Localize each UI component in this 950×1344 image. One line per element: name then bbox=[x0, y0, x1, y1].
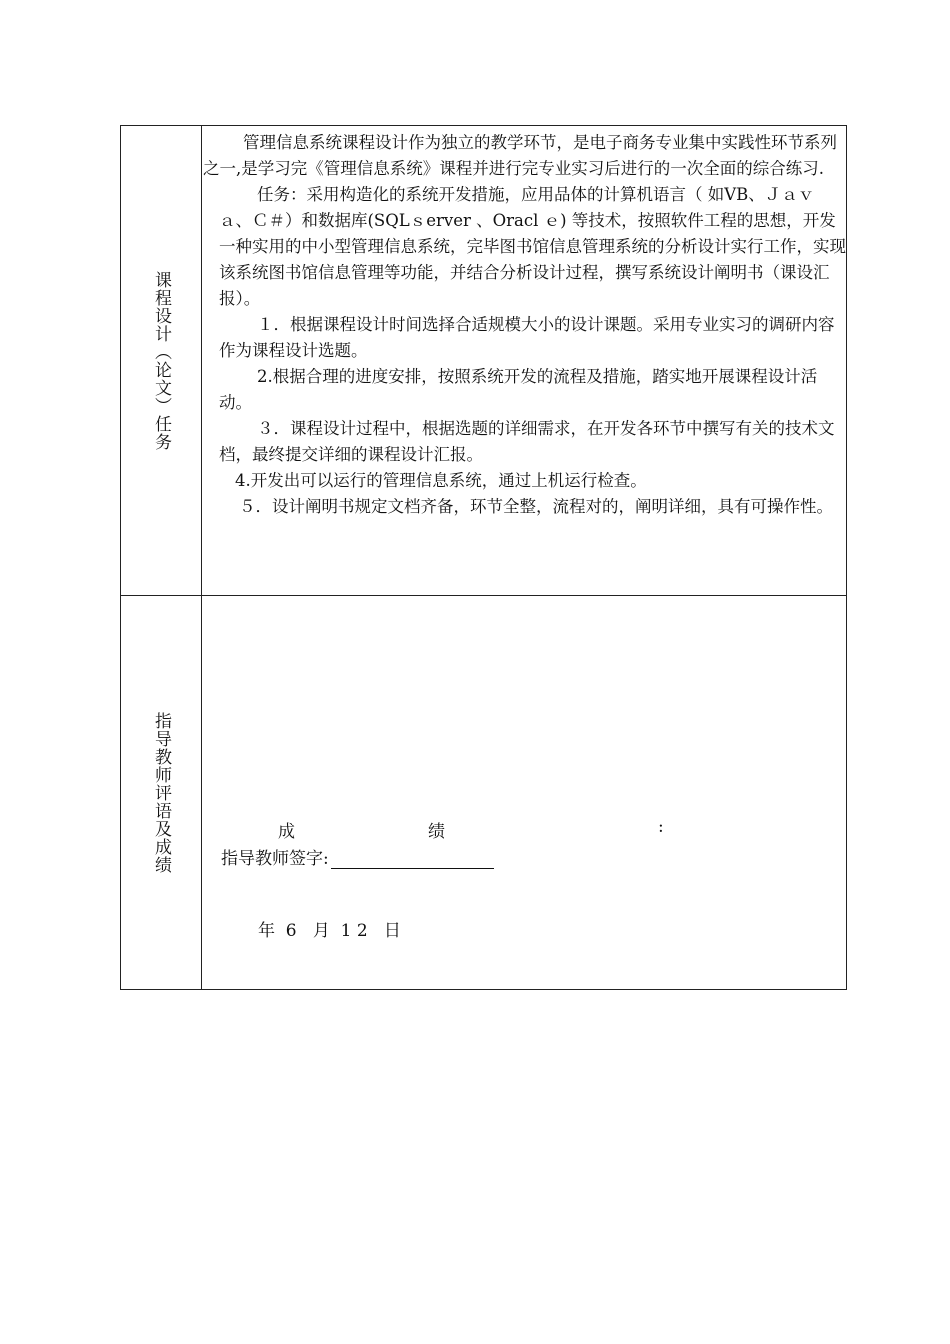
score-colon: : bbox=[658, 817, 664, 837]
task-intro: 管理信息系统课程设计作为独立的教学环节，是电子商务专业集中实践性环节系列之一,是学习完《管理信息系统》课程并进行完专业实习后进行的一次全面的综合练习. bbox=[203, 133, 837, 178]
course-design-form bbox=[120, 125, 847, 990]
score-line bbox=[203, 817, 846, 841]
task-mission: 任务：采用构造化的系统开发措施，应用品体的计算机语言（ 如VB、Ｊａｖａ、Ｃ＃）和数据库(SQLｓerver 、Oracl ｅ) 等技术，按照软件工程的思想，开发一种实用的中小型管理信息系统，完毕图书馆信息管理系统的分析设计实行工作，实现该系统图书馆信息管理等功能，并结合分析设计过程，撰写系统设计阐明书（课设汇报）。 bbox=[219, 185, 846, 308]
task-item-3: ３．课程设计过程中，根据选题的详细需求，在开发各环节中撰写有关的技术文档，最终提交详细的课程设计汇报。 bbox=[219, 419, 835, 464]
column-divider bbox=[201, 126, 202, 989]
task-label: 课程设计（论文）任务 bbox=[151, 270, 171, 451]
score-label-char-1: 成 bbox=[278, 822, 295, 842]
task-content bbox=[203, 130, 846, 520]
signature-blank[interactable] bbox=[331, 850, 494, 869]
evaluation-label: 指导教师评语及成绩 bbox=[151, 712, 171, 874]
task-item-5: ５．设计阐明书规定文档齐备，环节全整，流程对的，阐明详细，具有可操作性。 bbox=[239, 497, 833, 516]
signature-label: 指导教师签字: bbox=[221, 849, 329, 869]
evaluation-label-cell bbox=[121, 596, 201, 990]
evaluation-content bbox=[203, 596, 846, 990]
task-item-2: 2.根据合理的进度安排，按照系统开发的流程及措施，踏实地开展课程设计活动。 bbox=[219, 367, 818, 412]
score-label-char-2: 绩 bbox=[428, 822, 445, 842]
task-item-1: １．根据课程设计时间选择合适规模大小的设计课题。采用专业实习的调研内容作为课程设计选题。 bbox=[219, 315, 835, 360]
signature-line bbox=[221, 844, 494, 869]
task-item-4: 4.开发出可以运行的管理信息系统，通过上机运行检查。 bbox=[235, 471, 647, 490]
date-line: 年 6 月 1 2 日 bbox=[258, 921, 401, 941]
task-label-cell bbox=[121, 126, 201, 595]
